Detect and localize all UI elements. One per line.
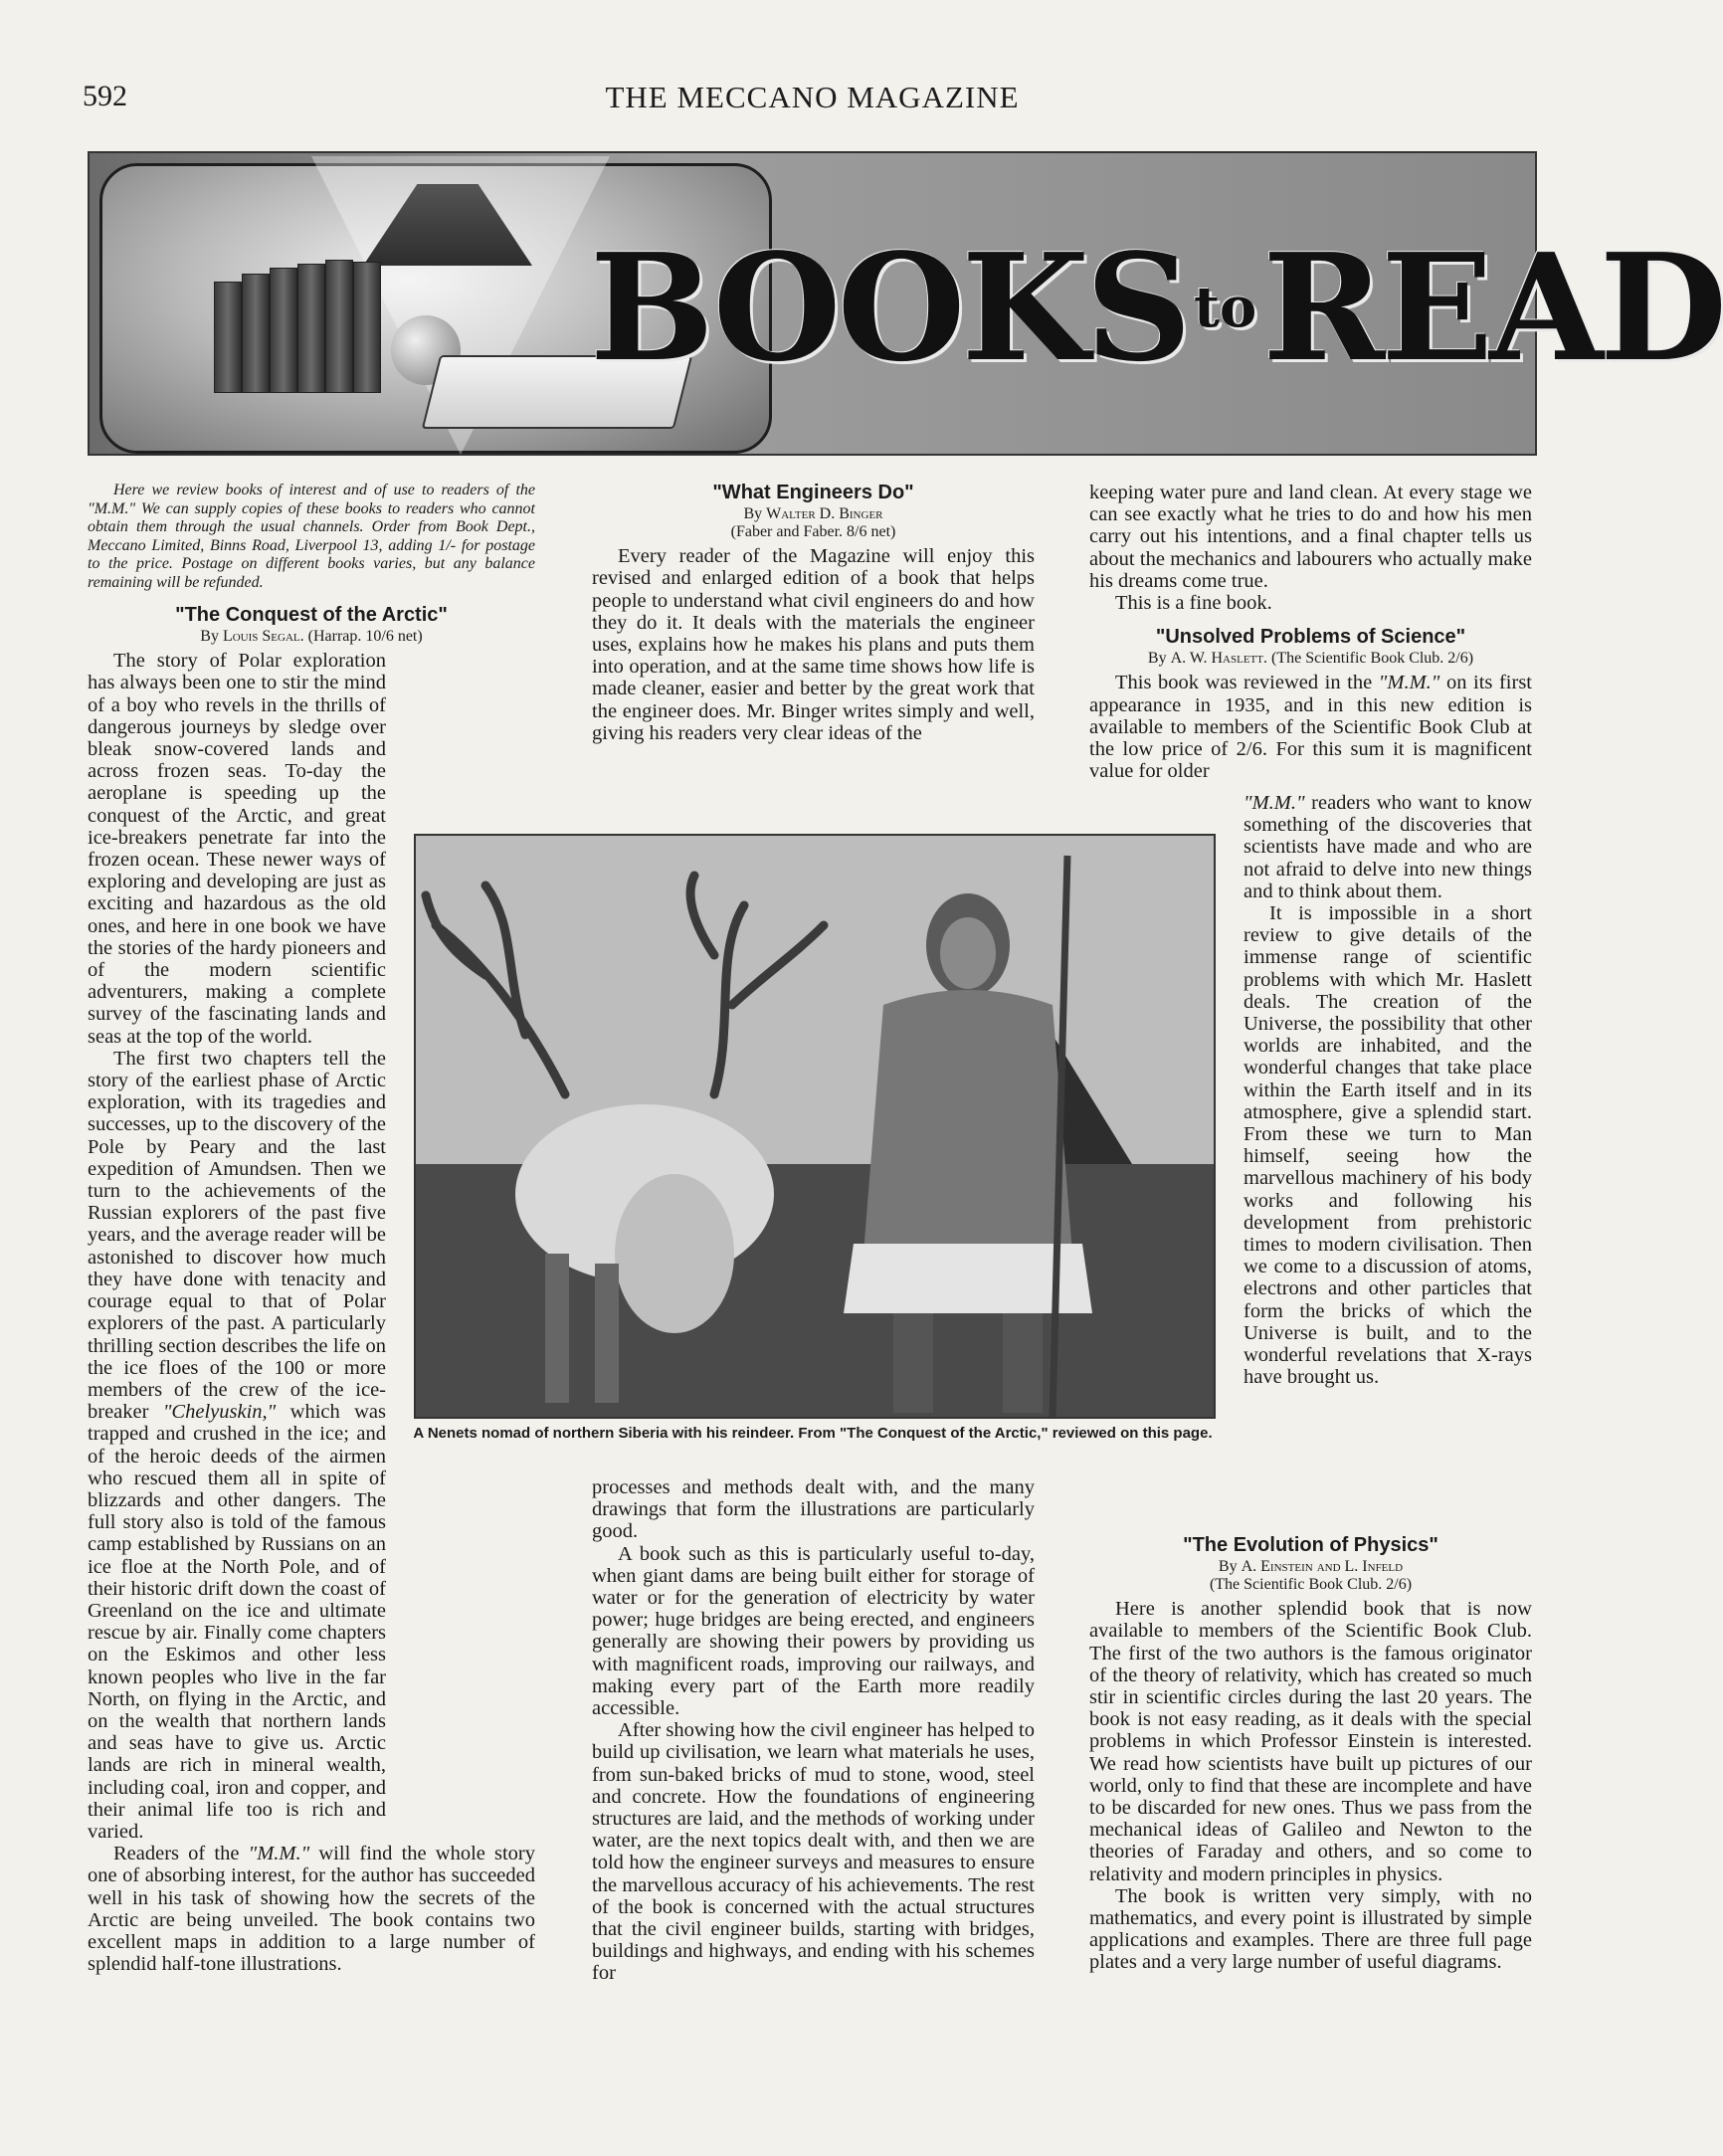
review-paragraph: A book such as this is particularly useful to-day, when giant dams are being built either for storage of water or for the generation of electricity by water power; huge bridges are being erected, and engineers generally are showing their powers by providing us with magnificent roads, improving our railways, and making every part of the Earth more readily accessible. [592,1542,1035,1720]
review-paragraph: keeping water pure and land clean. At every stage we can see exactly what he tries to do and how his men carry out his intentions, and a final chapter tells us about the mechanics and labourers who actually make his dreams come true. [1089,482,1532,592]
review-byline: By Walter D. Binger (Faber and Faber. 8/6 net) [730,505,896,541]
banner-title-to: to [1194,275,1257,340]
book-spine-icon [353,262,381,393]
column-right [1089,482,1532,782]
review-paragraph: The book is written very simply, with no mathematics, and every point is illustrated by simple applications and examples. There are three full page plates and a very large number of useful diagrams. [1089,1884,1532,1974]
review-paragraph: It is impossible in a short review to give details of the immense range of scientific problems with which Mr. Haslett deals. The creation of the Universe, the possibility that other worlds are inhabited, and the wonderful changes that take place within the Earth itself and in its atmosphere, give a splendid start. From these we turn to Man himself, seeing how the marvellous machinery of his body works and following his development from prehistoric times to modern civilisation. Then we come to a discussion of atoms, electrons and other particles that form the bricks of which the Universe is built, and to the wonderful revelations that X-rays have brought us. [1244,902,1532,1389]
review-title: "What Engineers Do" [712,482,914,503]
running-title: THE MECCANO MAGAZINE [605,80,1020,114]
review-byline: By Louis Segal. (Harrap. 10/6 net) [200,628,423,646]
review-title: "Unsolved Problems of Science" [1155,626,1466,649]
review-paragraph: processes and methods dealt with, and the many drawings that form the illustrations are particularly good. [592,1476,1035,1543]
book-spine-icon [242,274,270,393]
review-paragraph: After showing how the civil engineer has helped to build up civilisation, we learn what materials he uses, from sun-baked bricks of mud to stone, wood, steel and concrete. How the foundations of engineering structures are laid, and the methods of working under water, are the next topics dealt with, and then we are told how the engineer surveys and measures to ensure the marvellous accuracy of his achievements. The rest of the book is concerned with the actual structures that the civil engineer builds, starting with bridges, buildings and highways, and ending with his schemes for [592,1719,1035,1985]
review-title: "The Evolution of Physics" [1183,1534,1438,1556]
column-right-bottom [1089,1522,1532,1974]
photo-nenets-reindeer [414,834,1216,1419]
review-paragraph: Readers of the "M.M." will find the whole story one of absorbing interest, for the author has succeeded well in his task of showing how the secrets of the Arctic are being unveiled. The book contains two excellent maps in addition to a large number of splendid half-tone illustrations. [88,1843,536,1976]
review-paragraph: The story of Polar exploration has always been one to stir the mind of a boy who revels in the thrills of dangerous journeys by sledge over bleak snow-covered lands and across frozen seas. To-day the aeroplane is speeding up the conquest of the Arctic, and great ice-breakers penetrate far into the frozen ocean. These newer ways of exploring and developing are just as exciting and hazardous as the old ones, and here in one book we have the stories of the hardy pioneers and of the modern scientific adventurers, making a complete survey of the fascinating lands and seas at the top of the world. [88,650,386,1048]
banner-title [589,208,1723,407]
review-title: "The Conquest of the Arctic" [175,604,448,626]
book-spine-icon [297,264,325,393]
header-banner [88,151,1723,456]
book-spine-icon [325,260,353,393]
photo-caption: A Nenets nomad of northern Siberia with his reindeer. From "The Conquest of the Arctic," reviewed on this page. [413,1425,1213,1442]
book-spine-icon [270,268,297,393]
review-paragraph: This is a fine book. [1115,592,1272,615]
photo-illustration [416,836,1214,1417]
review-paragraph: Every reader of the Magazine will enjoy this revised and enlarged edition of a book that helps people to understand what civil engineers do and how they do it. It deals with the materials the engineer uses, explains how he makes his plans and puts them into operation, and at the same time shows how life is made cleaner, easier and better by the great work that the engineer does. Mr. Binger writes simply and well, giving his readers very clear ideas of the [592,545,1035,744]
review-byline: By A. W. Haslett. (The Scientific Book Club. 2/6) [1147,650,1474,668]
column-middle-top [592,482,1035,744]
column-right-narrow [1244,792,1532,1388]
book-spine-icon [214,282,242,393]
review-byline: By A. Einstein and L. Infeld (The Scientific Book Club. 2/6) [1209,1558,1413,1594]
review-paragraph: This book was reviewed in the "M.M." on its first appearance in 1935, and in this new edition is available to members of the Scientific Book Club at the low price of 2/6. For this sum it is magnificent value for older [1089,672,1532,783]
page-number: 592 [83,80,127,112]
review-paragraph: The first two chapters tell the story of the earliest phase of Arctic exploration, with its tragedies and successes, up to the discovery of the Pole by Peary and the last expedition of Amundsen. Then we turn to the achievements of the Russian explorers of the past five years, and the average reader will be astonished to discover how much they have done with tenacity and courage equal to that of Polar explorers of the past. A particularly thrilling section describes the life on the ice floes of the 100 or more members of the crew of the ice-breaker "Chelyuskin," which was trapped and crushed in the ice; and of the heroic deeds of the airmen who rescued them all in spite of blizzards and other dangers. The full story also is told of the famous camp established by Russians on an ice floe at the North Pole, and of their historic drift down the coast of Greenland on the ice and ultimate rescue by air. Finally come chapters on the Eskimos and other less known peoples who live in the far North, on flying in the Arctic, and on the wealth that northern lands and seas have to give us. Arctic lands are rich in mineral wealth, including coal, iron and copper, and their animal life too is rich and varied. [88,1047,386,1843]
column-middle-bottom [592,1476,1035,1985]
banner-title-left: BOOKS [589,221,1188,394]
intro-note: Here we review books of interest and of use to readers of the "M.M." We can supply copies of these books to readers who cannot obtain them through the usual channels. Order from Book Dept., Meccano Limited, Binns Road, Liverpool 13, adding 1/- for postage to the price. Postage on different books varies, but any balance remaining will be refunded. [88,482,535,591]
banner-title-right: READ [1262,221,1723,394]
review-paragraph: Here is another splendid book that is now available to members of the Scientific Book Club. The first of the two authors is the famous originator of the theory of relativity, which has created so much stir in scientific circles during the last 20 years. The book is not easy reading, as it deals with the special problems in which Professor Einstein is interested. We read how scientists have built up pictures of our world, only to find that these are incomplete and have to be discarded for new ones. Thus we pass from the mechanical ideas of Galileo and Newton to the theories of Faraday and others, and so come to relativity and modern principles in physics. [1089,1598,1532,1885]
review-paragraph: "M.M." readers who want to know something of the discoveries that scientists have made and who are not afraid to delve into new things and to think about them. [1244,792,1532,902]
